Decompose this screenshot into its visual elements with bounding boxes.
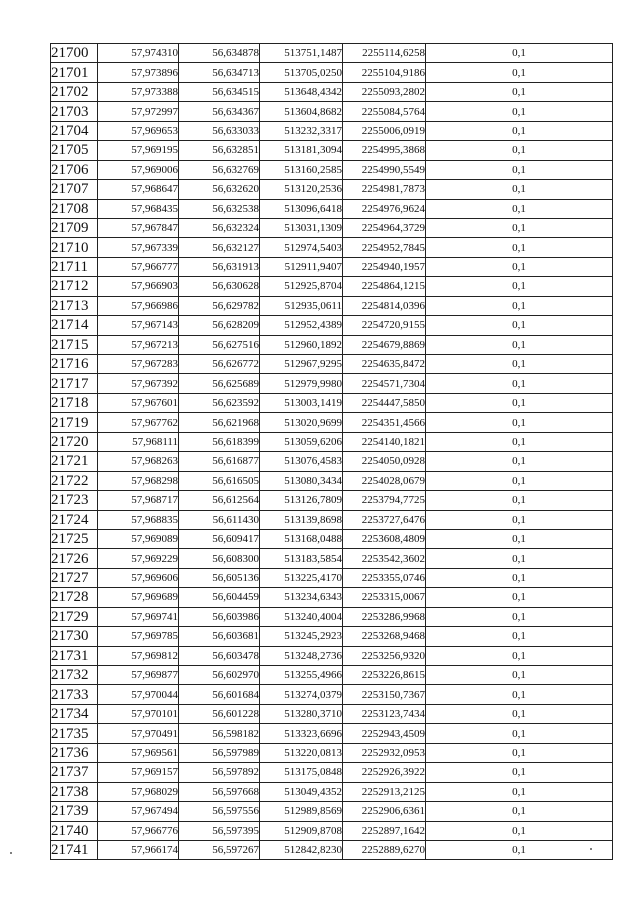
accuracy-cell: 0,1 [426,121,613,140]
table-row [51,666,613,685]
latitude-cell: 57,969606 [98,568,179,587]
x-coordinate-cell: 512989,8569 [260,802,343,821]
point-number: 21700 [51,44,98,63]
x-coordinate-cell: 512967,9295 [260,355,343,374]
y-coordinate-cell: 2254050,0928 [343,452,426,471]
table-row [51,82,613,101]
longitude-cell: 56,603681 [179,627,260,646]
accuracy-cell: 0,1 [426,218,613,237]
y-coordinate-cell: 2254940,1957 [343,257,426,276]
table-row [51,549,613,568]
y-coordinate-cell: 2254990,5549 [343,160,426,179]
latitude-cell: 57,969561 [98,743,179,762]
y-coordinate-cell: 2254976,9624 [343,199,426,218]
accuracy-cell: 0,1 [426,471,613,490]
y-coordinate-cell: 2252926,3922 [343,763,426,782]
x-coordinate-cell: 513120,2536 [260,180,343,199]
latitude-cell: 57,967494 [98,802,179,821]
y-coordinate-cell: 2252897,1642 [343,821,426,840]
point-number: 21720 [51,432,98,451]
table-row [51,44,613,63]
latitude-cell: 57,968298 [98,471,179,490]
point-number: 21701 [51,63,98,82]
x-coordinate-cell: 513183,5854 [260,549,343,568]
table-row [51,743,613,762]
accuracy-cell: 0,1 [426,627,613,646]
table-row [51,141,613,160]
longitude-cell: 56,616505 [179,471,260,490]
x-coordinate-cell: 513003,1419 [260,393,343,412]
latitude-cell: 57,966776 [98,821,179,840]
point-number: 21729 [51,607,98,626]
point-number: 21704 [51,121,98,140]
table-row [51,510,613,529]
accuracy-cell: 0,1 [426,588,613,607]
accuracy-cell: 0,1 [426,646,613,665]
accuracy-cell: 0,1 [426,568,613,587]
longitude-cell: 56,634515 [179,82,260,101]
x-coordinate-cell: 512842,8230 [260,840,343,859]
y-coordinate-cell: 2253315,0067 [343,588,426,607]
longitude-cell: 56,632538 [179,199,260,218]
x-coordinate-cell: 513648,4342 [260,82,343,101]
latitude-cell: 57,968263 [98,452,179,471]
longitude-cell: 56,612564 [179,491,260,510]
point-number: 21715 [51,335,98,354]
x-coordinate-cell: 513160,2585 [260,160,343,179]
table-row [51,607,613,626]
longitude-cell: 56,598182 [179,724,260,743]
point-number: 21740 [51,821,98,840]
latitude-cell: 57,969877 [98,666,179,685]
point-number: 21705 [51,141,98,160]
longitude-cell: 56,597267 [179,840,260,859]
longitude-cell: 56,611430 [179,510,260,529]
table-row [51,218,613,237]
y-coordinate-cell: 2253286,9968 [343,607,426,626]
latitude-cell: 57,969006 [98,160,179,179]
accuracy-cell: 0,1 [426,413,613,432]
y-coordinate-cell: 2254679,8869 [343,335,426,354]
x-coordinate-cell: 513139,8698 [260,510,343,529]
point-number: 21716 [51,355,98,374]
x-coordinate-cell: 512979,9980 [260,374,343,393]
table-row [51,355,613,374]
latitude-cell: 57,969785 [98,627,179,646]
longitude-cell: 56,603986 [179,607,260,626]
x-coordinate-cell: 513245,2923 [260,627,343,646]
longitude-cell: 56,608300 [179,549,260,568]
longitude-cell: 56,604459 [179,588,260,607]
longitude-cell: 56,630628 [179,277,260,296]
x-coordinate-cell: 513705,0250 [260,63,343,82]
point-number: 21702 [51,82,98,101]
longitude-cell: 56,609417 [179,529,260,548]
latitude-cell: 57,969741 [98,607,179,626]
y-coordinate-cell: 2252913,2125 [343,782,426,801]
accuracy-cell: 0,1 [426,704,613,723]
point-number: 21706 [51,160,98,179]
point-number: 21711 [51,257,98,276]
point-number: 21718 [51,393,98,412]
table-row [51,685,613,704]
y-coordinate-cell: 2254981,7873 [343,180,426,199]
accuracy-cell: 0,1 [426,277,613,296]
table-row [51,704,613,723]
y-coordinate-cell: 2252932,0953 [343,743,426,762]
table-row [51,374,613,393]
longitude-cell: 56,632324 [179,218,260,237]
point-number: 21727 [51,568,98,587]
longitude-cell: 56,631913 [179,257,260,276]
accuracy-cell: 0,1 [426,102,613,121]
longitude-cell: 56,629782 [179,296,260,315]
table-row [51,257,613,276]
y-coordinate-cell: 2255093,2802 [343,82,426,101]
accuracy-cell: 0,1 [426,180,613,199]
point-number: 21708 [51,199,98,218]
y-coordinate-cell: 2254571,7304 [343,374,426,393]
point-number: 21713 [51,296,98,315]
accuracy-cell: 0,1 [426,238,613,257]
coordinates-table-body [51,44,613,860]
x-coordinate-cell: 513225,4170 [260,568,343,587]
accuracy-cell: 0,1 [426,316,613,335]
latitude-cell: 57,969195 [98,141,179,160]
latitude-cell: 57,967339 [98,238,179,257]
latitude-cell: 57,966174 [98,840,179,859]
longitude-cell: 56,634367 [179,102,260,121]
longitude-cell: 56,627516 [179,335,260,354]
table-row [51,238,613,257]
y-coordinate-cell: 2255006,0919 [343,121,426,140]
y-coordinate-cell: 2254028,0679 [343,471,426,490]
latitude-cell: 57,972997 [98,102,179,121]
accuracy-cell: 0,1 [426,685,613,704]
longitude-cell: 56,632851 [179,141,260,160]
accuracy-cell: 0,1 [426,510,613,529]
y-coordinate-cell: 2253123,7434 [343,704,426,723]
table-row [51,646,613,665]
latitude-cell: 57,968111 [98,432,179,451]
table-row [51,102,613,121]
longitude-cell: 56,601228 [179,704,260,723]
point-number: 21721 [51,452,98,471]
x-coordinate-cell: 513604,8682 [260,102,343,121]
table-row [51,529,613,548]
point-number: 21719 [51,413,98,432]
longitude-cell: 56,625689 [179,374,260,393]
latitude-cell: 57,969157 [98,763,179,782]
point-number: 21710 [51,238,98,257]
latitude-cell: 57,967213 [98,335,179,354]
latitude-cell: 57,967601 [98,393,179,412]
y-coordinate-cell: 2254720,9155 [343,316,426,335]
point-number: 21723 [51,491,98,510]
point-number: 21741 [51,840,98,859]
accuracy-cell: 0,1 [426,607,613,626]
point-number: 21737 [51,763,98,782]
latitude-cell: 57,969689 [98,588,179,607]
x-coordinate-cell: 512974,5403 [260,238,343,257]
x-coordinate-cell: 513049,4352 [260,782,343,801]
accuracy-cell: 0,1 [426,840,613,859]
y-coordinate-cell: 2253256,9320 [343,646,426,665]
latitude-cell: 57,970101 [98,704,179,723]
longitude-cell: 56,632769 [179,160,260,179]
table-row [51,432,613,451]
x-coordinate-cell: 513323,6696 [260,724,343,743]
latitude-cell: 57,973896 [98,63,179,82]
y-coordinate-cell: 2254964,3729 [343,218,426,237]
x-coordinate-cell: 513234,6343 [260,588,343,607]
y-coordinate-cell: 2254635,8472 [343,355,426,374]
x-coordinate-cell: 513232,3317 [260,121,343,140]
accuracy-cell: 0,1 [426,724,613,743]
table-row [51,840,613,859]
x-coordinate-cell: 513280,3710 [260,704,343,723]
latitude-cell: 57,967143 [98,316,179,335]
accuracy-cell: 0,1 [426,802,613,821]
point-number: 21731 [51,646,98,665]
table-row [51,782,613,801]
y-coordinate-cell: 2253727,6476 [343,510,426,529]
longitude-cell: 56,634713 [179,63,260,82]
longitude-cell: 56,603478 [179,646,260,665]
y-coordinate-cell: 2253794,7725 [343,491,426,510]
scan-speck [590,848,592,850]
accuracy-cell: 0,1 [426,452,613,471]
longitude-cell: 56,605136 [179,568,260,587]
latitude-cell: 57,970044 [98,685,179,704]
latitude-cell: 57,967283 [98,355,179,374]
table-row [51,413,613,432]
accuracy-cell: 0,1 [426,296,613,315]
y-coordinate-cell: 2253226,8615 [343,666,426,685]
longitude-cell: 56,634878 [179,44,260,63]
y-coordinate-cell: 2253150,7367 [343,685,426,704]
x-coordinate-cell: 513255,4966 [260,666,343,685]
point-number: 21736 [51,743,98,762]
accuracy-cell: 0,1 [426,44,613,63]
y-coordinate-cell: 2255084,5764 [343,102,426,121]
point-number: 21709 [51,218,98,237]
y-coordinate-cell: 2254995,3868 [343,141,426,160]
table-row [51,802,613,821]
latitude-cell: 57,968029 [98,782,179,801]
y-coordinate-cell: 2252906,6361 [343,802,426,821]
table-row [51,335,613,354]
accuracy-cell: 0,1 [426,374,613,393]
x-coordinate-cell: 513240,4004 [260,607,343,626]
point-number: 21725 [51,529,98,548]
table-row [51,160,613,179]
accuracy-cell: 0,1 [426,355,613,374]
x-coordinate-cell: 513031,1309 [260,218,343,237]
point-number: 21703 [51,102,98,121]
point-number: 21733 [51,685,98,704]
accuracy-cell: 0,1 [426,393,613,412]
longitude-cell: 56,597668 [179,782,260,801]
point-number: 21707 [51,180,98,199]
table-row [51,277,613,296]
point-number: 21714 [51,316,98,335]
latitude-cell: 57,968835 [98,510,179,529]
y-coordinate-cell: 2254864,1215 [343,277,426,296]
longitude-cell: 56,626772 [179,355,260,374]
table-row [51,568,613,587]
longitude-cell: 56,597395 [179,821,260,840]
x-coordinate-cell: 513080,3434 [260,471,343,490]
latitude-cell: 57,968717 [98,491,179,510]
point-number: 21735 [51,724,98,743]
longitude-cell: 56,618399 [179,432,260,451]
point-number: 21739 [51,802,98,821]
y-coordinate-cell: 2252943,4509 [343,724,426,743]
x-coordinate-cell: 513274,0379 [260,685,343,704]
latitude-cell: 57,968435 [98,199,179,218]
longitude-cell: 56,597989 [179,743,260,762]
point-number: 21728 [51,588,98,607]
table-row [51,393,613,412]
latitude-cell: 57,969653 [98,121,179,140]
y-coordinate-cell: 2255114,6258 [343,44,426,63]
x-coordinate-cell: 513076,4583 [260,452,343,471]
latitude-cell: 57,973388 [98,82,179,101]
y-coordinate-cell: 2254952,7845 [343,238,426,257]
accuracy-cell: 0,1 [426,199,613,218]
latitude-cell: 57,969229 [98,549,179,568]
point-number: 21730 [51,627,98,646]
latitude-cell: 57,968647 [98,180,179,199]
x-coordinate-cell: 513181,3094 [260,141,343,160]
point-number: 21732 [51,666,98,685]
y-coordinate-cell: 2253355,0746 [343,568,426,587]
latitude-cell: 57,967392 [98,374,179,393]
longitude-cell: 56,623592 [179,393,260,412]
latitude-cell: 57,974310 [98,44,179,63]
x-coordinate-cell: 512952,4389 [260,316,343,335]
point-number: 21712 [51,277,98,296]
x-coordinate-cell: 512909,8708 [260,821,343,840]
table-row [51,63,613,82]
accuracy-cell: 0,1 [426,491,613,510]
longitude-cell: 56,621968 [179,413,260,432]
longitude-cell: 56,628209 [179,316,260,335]
y-coordinate-cell: 2253608,4809 [343,529,426,548]
longitude-cell: 56,632620 [179,180,260,199]
table-row [51,452,613,471]
y-coordinate-cell: 2253542,3602 [343,549,426,568]
accuracy-cell: 0,1 [426,549,613,568]
table-row [51,316,613,335]
coordinates-table [50,43,613,860]
accuracy-cell: 0,1 [426,82,613,101]
longitude-cell: 56,602970 [179,666,260,685]
accuracy-cell: 0,1 [426,160,613,179]
table-row [51,491,613,510]
x-coordinate-cell: 513126,7809 [260,491,343,510]
x-coordinate-cell: 513059,6206 [260,432,343,451]
point-number: 21717 [51,374,98,393]
accuracy-cell: 0,1 [426,666,613,685]
y-coordinate-cell: 2252889,6270 [343,840,426,859]
x-coordinate-cell: 513020,9699 [260,413,343,432]
latitude-cell: 57,967762 [98,413,179,432]
latitude-cell: 57,969812 [98,646,179,665]
point-number: 21734 [51,704,98,723]
latitude-cell: 57,967847 [98,218,179,237]
longitude-cell: 56,601684 [179,685,260,704]
y-coordinate-cell: 2254814,0396 [343,296,426,315]
accuracy-cell: 0,1 [426,763,613,782]
y-coordinate-cell: 2254447,5850 [343,393,426,412]
table-row [51,724,613,743]
scan-speck [10,852,12,854]
x-coordinate-cell: 513248,2736 [260,646,343,665]
table-row [51,471,613,490]
table-row [51,296,613,315]
x-coordinate-cell: 513096,6418 [260,199,343,218]
point-number: 21726 [51,549,98,568]
x-coordinate-cell: 512960,1892 [260,335,343,354]
point-number: 21738 [51,782,98,801]
x-coordinate-cell: 512911,9407 [260,257,343,276]
table-row [51,763,613,782]
longitude-cell: 56,597892 [179,763,260,782]
x-coordinate-cell: 512925,8704 [260,277,343,296]
latitude-cell: 57,966986 [98,296,179,315]
table-row [51,180,613,199]
accuracy-cell: 0,1 [426,743,613,762]
point-number: 21724 [51,510,98,529]
accuracy-cell: 0,1 [426,529,613,548]
table-row [51,199,613,218]
longitude-cell: 56,597556 [179,802,260,821]
table-row [51,821,613,840]
latitude-cell: 57,970491 [98,724,179,743]
accuracy-cell: 0,1 [426,821,613,840]
latitude-cell: 57,969089 [98,529,179,548]
latitude-cell: 57,966777 [98,257,179,276]
accuracy-cell: 0,1 [426,782,613,801]
accuracy-cell: 0,1 [426,335,613,354]
y-coordinate-cell: 2254140,1821 [343,432,426,451]
x-coordinate-cell: 513168,0488 [260,529,343,548]
x-coordinate-cell: 513751,1487 [260,44,343,63]
accuracy-cell: 0,1 [426,141,613,160]
longitude-cell: 56,633033 [179,121,260,140]
y-coordinate-cell: 2255104,9186 [343,63,426,82]
x-coordinate-cell: 513175,0848 [260,763,343,782]
x-coordinate-cell: 513220,0813 [260,743,343,762]
longitude-cell: 56,616877 [179,452,260,471]
accuracy-cell: 0,1 [426,257,613,276]
x-coordinate-cell: 512935,0611 [260,296,343,315]
point-number: 21722 [51,471,98,490]
latitude-cell: 57,966903 [98,277,179,296]
accuracy-cell: 0,1 [426,63,613,82]
accuracy-cell: 0,1 [426,432,613,451]
longitude-cell: 56,632127 [179,238,260,257]
table-row [51,121,613,140]
y-coordinate-cell: 2254351,4566 [343,413,426,432]
table-row [51,588,613,607]
y-coordinate-cell: 2253268,9468 [343,627,426,646]
table-row [51,627,613,646]
